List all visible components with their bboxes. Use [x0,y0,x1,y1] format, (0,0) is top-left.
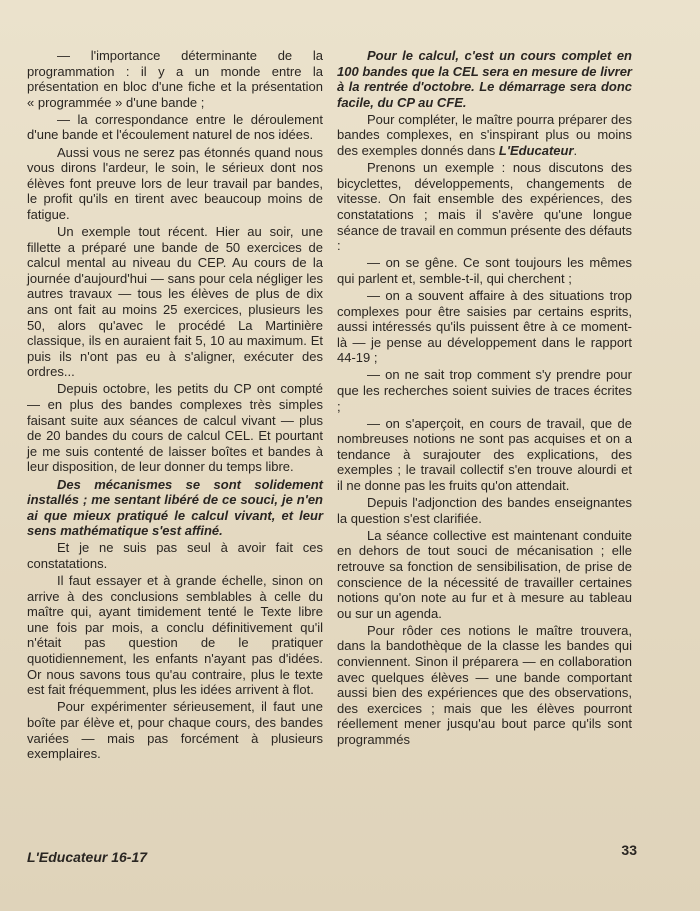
paragraph: Il faut essayer et à grande échelle, sinon on arrive à des conclusions semblables à celle du maître qui, ayant timidement tenté le Texte libre une fois par mois, a conclu définitivement qu'il n'était pas question de le pratiquer quotidiennement, les enfants n'ayant pas d'idées. Or nous savons tous qu'au contraire, plus le texte est fait fréquemment, plus les idées arrivent à flot. [27,573,323,698]
page-number: 33 [621,842,637,858]
paragraph: Et je ne suis pas seul à avoir fait ces constatations. [27,540,323,571]
paragraph [337,112,632,159]
paragraph: Depuis l'adjonction des bandes enseignantes la question s'est clarifiée. [337,495,632,526]
paragraph: Pour rôder ces notions le maître trouvera, dans la bandothèque de la classe les bandes qui conviennent. Sinon il préparera — en collaboration avec quelques élèves — une bande comportant aussi bien des expériences que des observations, des exercices ; mais que les élèves pourront réellement mener jusqu'au bout parce qu'ils sont programmés [337,622,632,748]
paragraph: La séance collective est maintenant conduite en dehors de tout souci de mécanisation ; elle retrouve sa fonction de sensibilisation, de prise de conscience de la nécessité de travailler certaines notions qu'on note au fur et à mesure au tableau ou sur un agenda. [337,527,632,621]
left-column [27,48,323,763]
paragraph: Aussi vous ne serez pas étonnés quand nous vous dirons l'ardeur, le soin, le sérieux dont nos élèves font preuve lors de leur travail par bandes, le profit qu'ils en tirent avec beaucoup moins de fatigue. [27,144,323,222]
right-column [337,48,632,749]
journal-reference: L'Educateur [498,143,574,159]
paragraph-tail: . [573,143,578,159]
paragraph: Prenons un exemple : nous discutons des bicyclettes, développements, changements de vitesse. On fait ensemble des expériences, des constatations ; mais il s'avère qu'une longue séance de travail en commun présente des défauts : [337,160,632,254]
paragraph: Un exemple tout récent. Hier au soir, une fillette a préparé une bande de 50 exercices de calcul mental au niveau du CEP. Au cours de la journée d'aujourd'hui — sans pour cela négliger les autres travaux — tous les élèves de plus de dix ans ont fait au moins 25 exercices, plusieurs les 50, alors qu'avec le procédé La Martinière classique, ils en auraient fait 5, 10 au maximum. Et puis ils n'ont pas eu à s'aligner, exécuter des ordres... [27,224,323,380]
paragraph: — on a souvent affaire à des situations trop complexes pour être saisies par certains esprits, aussi intéressés qu'ils puissent être à ce moment-là — je pense au développement dans le rapport 44-19 ; [337,287,632,366]
paragraph: Pour expérimenter sérieusement, il faut une boîte par élève et, pour chaque cours, des bandes variées — mais pas forcément à plusieurs exemplaires. [27,699,323,762]
emphasized-paragraph: Pour le calcul, c'est un cours complet en 100 bandes que la CEL sera en mesure de livrer à la rentrée d'octobre. Le démarrage sera donc facile, du CP au CFE. [337,48,632,110]
paragraph: Depuis octobre, les petits du CP ont compté — en plus des bandes complexes très simples faisant suite aux séances de calcul vivant — plus de 20 bandes du cours de calcul CEL. Et pourtant je me suis contenté de laisser boîtes et bandes à leur disposition, de leur donner du temps libre. [27,381,323,475]
paragraph: — on ne sait trop comment s'y prendre pour que les recherches soient suivies de traces écrites ; [337,367,632,414]
paragraph-text: Pour compléter, le maître pourra préparer des bandes complexes, en s'inspirant plus ou moins des exemples donnés dans [337,111,632,159]
paragraph: — on se gêne. Ce sont toujours les mêmes qui parlent et, semble-t-il, qui cherchent ; [337,255,632,286]
journal-footer: L'Educateur 16-17 [27,849,148,865]
paragraph: — la correspondance entre le déroulement d'une bande et l'écoulement naturel de nos idées. [27,111,323,143]
emphasized-paragraph: Des mécanismes se sont solidement installés ; me sentant libéré de ce souci, je n'en ai que mieux pratiqué le calcul vivant, et leur sens mathématique s'est affiné. [27,476,323,539]
paragraph: — l'importance déterminante de la programmation : il y a un monde entre la présentation en bloc d'une fiche et la présentation « programmée » d'une bande ; [27,48,323,110]
paragraph: — on s'aperçoit, en cours de travail, que de nombreuses notions ne sont pas acquises et on a tendance à surajouter des explications, des exemples ; le travail collectif s'en trouve alourdi et il ne donne pas les fruits qu'on attendait. [337,415,632,494]
